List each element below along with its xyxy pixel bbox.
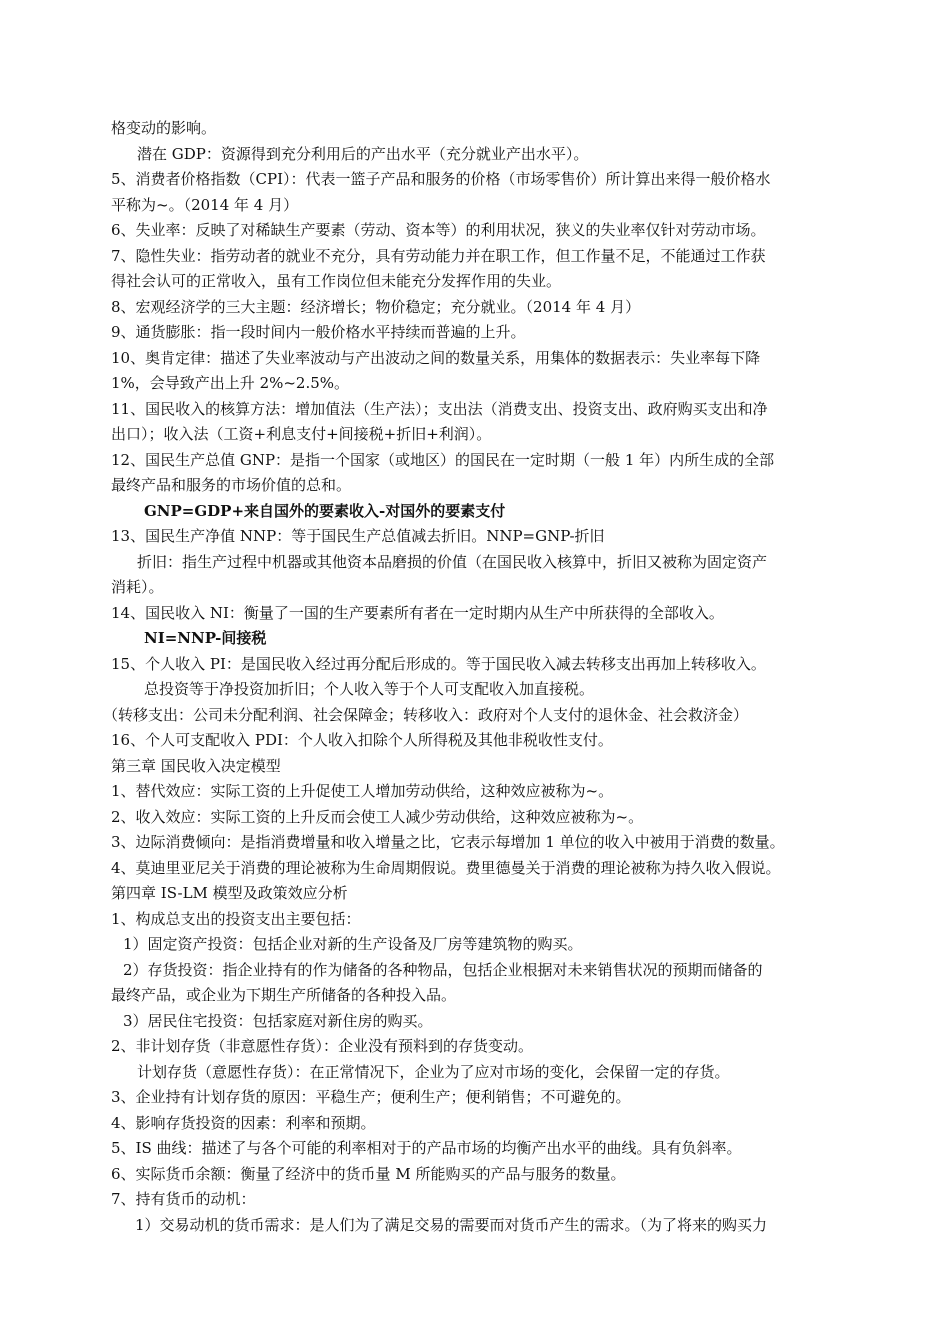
text-line: 总投资等于净投资加折旧；个人收入等于个人可支配收入加直接税。 (144, 680, 595, 698)
text-line: 格变动的影响。 (111, 119, 217, 137)
text-line: 出口）；收入法（工资+利息支付+间接税+折旧+利润）。 (111, 425, 492, 443)
text-line: 潜在 GDP：资源得到充分利用后的产出水平（充分就业产出水平）。 (137, 144, 589, 163)
text-line: 1%，会导致产出上升 2%~2.5%。 (111, 374, 350, 392)
text-line: 9、通货膨胀：指一段时间内一般价格水平持续而普遍的上升。 (111, 323, 526, 341)
text-line: 1、替代效应：实际工资的上升促使工人增加劳动供给，这种效应被称为~。 (111, 782, 614, 800)
chapter-heading: 第四章 IS-LM 模型及政策效应分析 (111, 884, 348, 902)
text-line: （转移支出：公司未分配利润、社会保障金；转移收入：政府对个人支付的退休金、社会救济金） (103, 705, 749, 724)
text-line: 1）交易动机的货币需求：是人们为了满足交易的需要而对货币产生的需求。（为了将来的购买力 (135, 1215, 768, 1234)
text-line: 最终产品和服务的市场价值的总和。 (111, 476, 352, 494)
text-line: 2）存货投资：指企业持有的作为储备的各种物品，包括企业根据对未来销售状况的预期而储备的 (123, 960, 763, 979)
text-line: 3）居民住宅投资：包括家庭对新住房的购买。 (123, 1011, 433, 1030)
text-line: 15、个人收入 PI：是国民收入经过再分配后形成的。等于国民收入减去转移支出再加上转移收入。 (111, 654, 766, 673)
text-line: 16、个人可支配收入 PDI：个人收入扣除个人所得税及其他非税收性支付。 (111, 731, 613, 749)
document-page (103, 116, 843, 1238)
text-line: 1）固定资产投资：包括企业对新的生产设备及厂房等建筑物的购买。 (123, 935, 583, 953)
text-line: 10、奥肯定律：描述了失业率波动与产出波动之间的数量关系，用集体的数据表示：失业率每下降 (111, 348, 761, 367)
text-line: 5、IS 曲线：描述了与各个可能的利率相对于的产品市场的均衡产出水平的曲线。具有负斜率。 (111, 1139, 742, 1157)
formula-line: GNP=GDP+来自国外的要素收入-对国外的要素支付 (144, 501, 506, 520)
text-line: 消耗）。 (111, 578, 164, 596)
text-line: 2、非计划存货（非意愿性存货）：企业没有预料到的存货变动。 (111, 1037, 534, 1055)
chapter-heading: 第三章 国民收入决定模型 (111, 756, 281, 775)
text-line: 3、边际消费倾向：是指消费增量和收入增量之比，它表示每增加 1 单位的收入中被用于消费的数量。 (111, 833, 785, 851)
text-line: 4、影响存货投资的因素：利率和预期。 (111, 1113, 376, 1132)
text-line: 计划存货（意愿性存货）：在正常情况下，企业为了应对市场的变化，会保留一定的存货。 (137, 1062, 730, 1081)
text-line: 6、失业率：反映了对稀缺生产要素（劳动、资本等）的利用状况，狭义的失业率仅针对劳动市场。 (111, 221, 766, 239)
text-line: 12、国民生产总值 GNP：是指一个国家（或地区）的国民在一定时期（一般 1 年）内所生成的全部 (111, 450, 775, 469)
text-line: 14、国民收入 NI：衡量了一国的生产要素所有者在一定时期内从生产中所获得的全部收入。 (111, 603, 724, 622)
text-line: 平称为~。（2014 年 4 月） (111, 195, 299, 214)
text-line: 折旧：指生产过程中机器或其他资本品磨损的价值（在国民收入核算中，折旧又被称为固定资产 (137, 552, 768, 571)
text-line: 1、构成总支出的投资支出主要包括： (111, 909, 361, 928)
text-line: 6、实际货币余额：衡量了经济中的货币量 M 所能购买的产品与服务的数量。 (111, 1164, 626, 1183)
text-line: 8、宏观经济学的三大主题：经济增长；物价稳定；充分就业。（2014 年 4 月） (111, 297, 641, 316)
text-line: 最终产品，或企业为下期生产所储备的各种投入品。 (111, 986, 457, 1004)
text-line: 4、莫迪里亚尼关于消费的理论被称为生命周期假说。费里德曼关于消费的理论被称为持久收入假说。 (111, 858, 781, 877)
text-line: 7、隐性失业：指劳动者的就业不充分，具有劳动能力并在职工作，但工作量不足，不能通过工作获 (111, 246, 766, 265)
text-line: 5、消费者价格指数（CPI）：代表一篮子产品和服务的价格（市场零售价）所计算出来得一般价格水 (111, 170, 771, 188)
text-line: 2、收入效应：实际工资的上升反而会使工人减少劳动供给，这种效应被称为~。 (111, 807, 644, 826)
text-line: 7、持有货币的动机： (111, 1190, 256, 1208)
formula-line: NI=NNP-间接税 (144, 629, 267, 647)
text-line: 3、企业持有计划存货的原因：平稳生产；便利生产；便利销售；不可避免的。 (111, 1088, 631, 1106)
text-line: 11、国民收入的核算方法：增加值法（生产法）；支出法（消费支出、投资支出、政府购买支出和净 (111, 399, 768, 418)
text-line: 得社会认可的正常收入，虽有工作岗位但未能充分发挥作用的失业。 (111, 272, 562, 290)
text-line: 13、国民生产净值 NNP：等于国民生产总值减去折旧。NNP=GNP-折旧 (111, 527, 605, 545)
